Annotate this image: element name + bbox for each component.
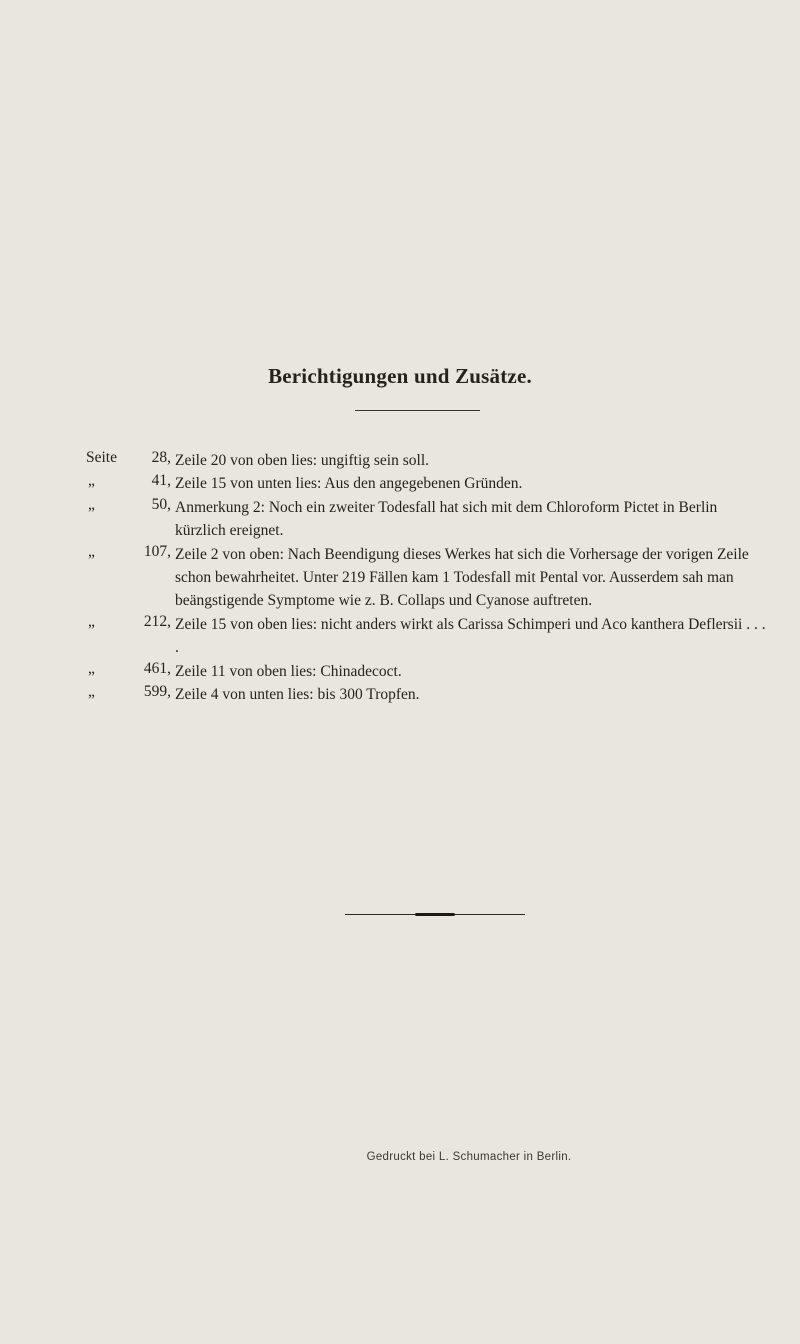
seite-label: Seite xyxy=(86,449,117,466)
entry-text: Zeile 20 von oben lies: ungiftig sein soll. xyxy=(175,452,429,469)
divider-swell xyxy=(415,913,455,916)
page-number: 107, xyxy=(143,542,171,560)
entry-text: Zeile 11 von oben lies: Chinadecoct. xyxy=(175,662,402,680)
page-number: 461, xyxy=(143,659,171,677)
ditto-mark: „ xyxy=(88,612,95,630)
ditto-mark: „ xyxy=(88,472,95,490)
page-number: 50, xyxy=(151,495,171,513)
printer-imprint: Gedruckt bei L. Schumacher in Berlin. xyxy=(366,1151,572,1163)
errata-entry xyxy=(0,613,800,660)
entry-text: Zeile 15 von oben lies: nicht anders wirkt als Carissa Schimperi und Aco kanthera Deflersii . . . . xyxy=(175,615,766,657)
page-number: 599, xyxy=(143,683,171,701)
errata-entry xyxy=(0,496,800,543)
entry-text: Zeile 15 von unten lies: Aus den angegebenen Gründen. xyxy=(175,475,523,493)
ditto-mark: „ xyxy=(88,495,95,513)
errata-entry xyxy=(0,543,800,613)
entry-text: Zeile 4 von unten lies: bis 300 Tropfen. xyxy=(175,686,420,704)
ornamental-divider xyxy=(345,913,525,916)
page-number: 212, xyxy=(143,612,171,630)
errata-entry xyxy=(0,449,800,472)
page-number: 28, xyxy=(151,449,171,466)
ditto-mark: „ xyxy=(88,659,95,677)
page-title: Berichtigungen und Zusätze. xyxy=(268,364,532,388)
errata-entry xyxy=(0,683,800,706)
entry-text: Anmerkung 2: Noch ein zweiter Todesfall hat sich mit dem Chloroform Pictet in Berlin kürzlich ereignet. xyxy=(175,498,718,540)
page-number: 41, xyxy=(151,472,171,490)
errata-entry xyxy=(0,472,800,495)
ditto-mark: „ xyxy=(88,683,95,701)
errata-list xyxy=(0,449,800,706)
title-rule xyxy=(355,410,480,411)
errata-entry xyxy=(0,660,800,683)
entry-text: Zeile 2 von oben: Nach Beendigung dieses Werkes hat sich die Vorhersage der vorigen Zeile schon bewahrheitet. Unter 219 Fällen kam 1 Todesfall mit Pental vor. Ausserdem sah man beängstigende Symptome wie z. B. Collaps und Cyanose auftreten. xyxy=(175,545,749,610)
ditto-mark: „ xyxy=(88,542,95,560)
